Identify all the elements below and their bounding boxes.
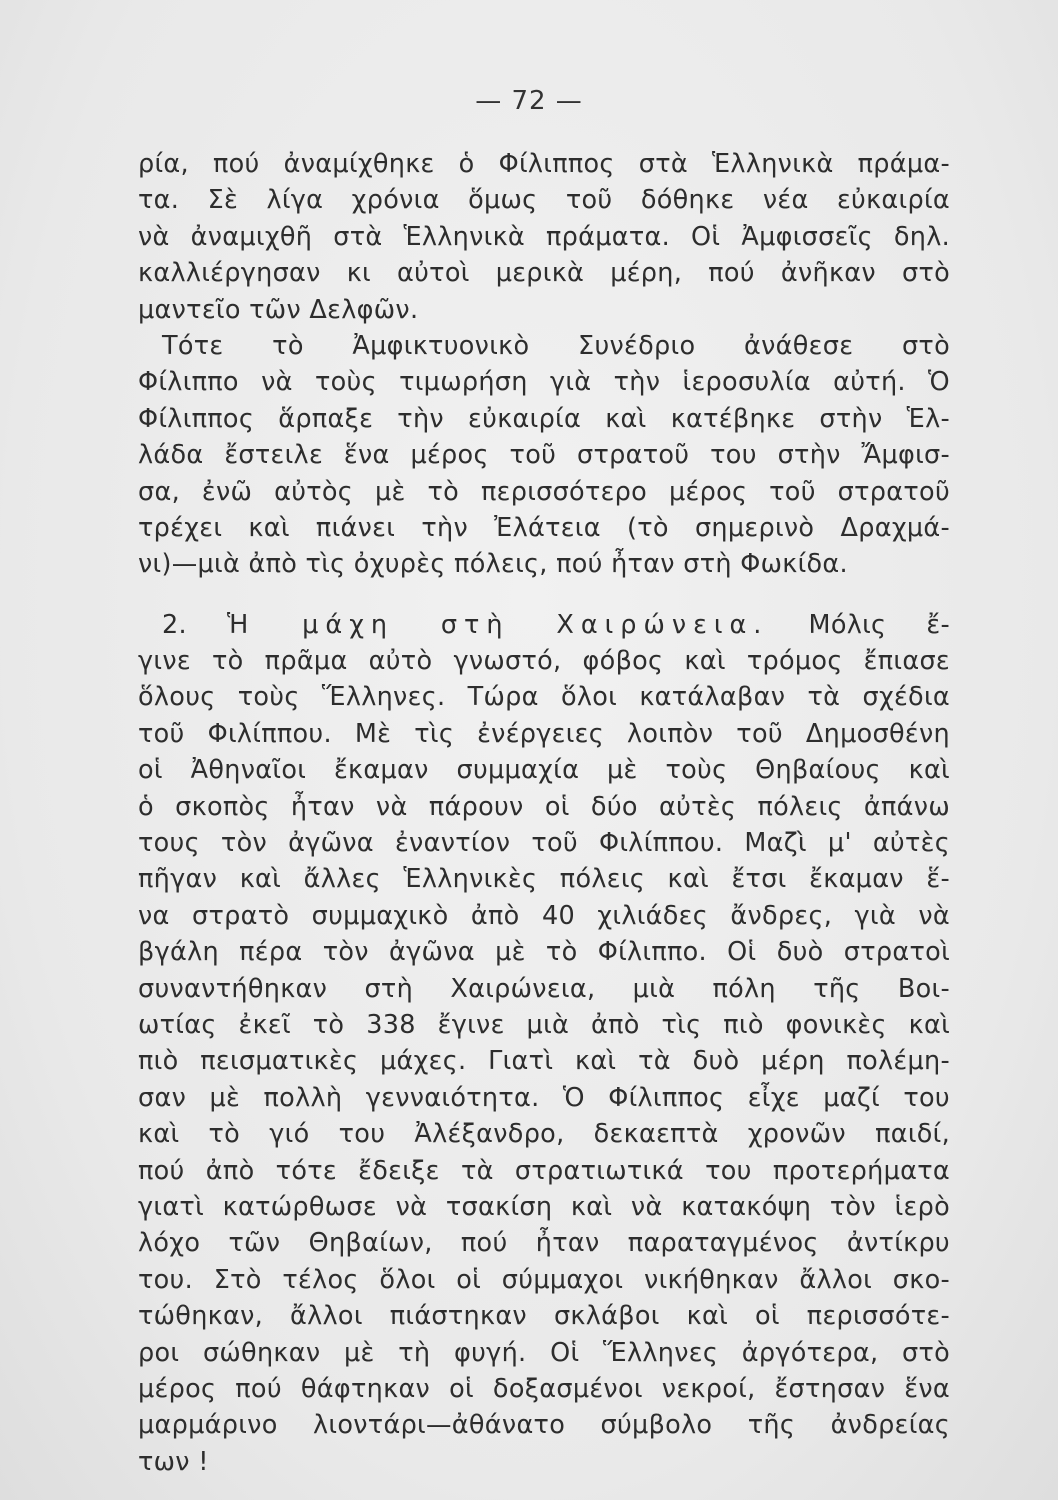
text-line: Φίλιππος ἅρπαξε τὴν εὐκαιρία καὶ κατέβηκε στὴν Ἑλ- — [138, 403, 950, 434]
text-line: πιὸ πεισματικὲς μάχες. Γιατὶ καὶ τὰ δυὸ μέρη πολέμη- — [138, 1046, 950, 1077]
text-line: τρέχει καὶ πιάνει τὴν Ἐλάτεια (τὸ σημερινὸ Δραχμά- — [138, 512, 950, 543]
text-line: Φίλιππο νὰ τοὺς τιμωρήση γιὰ τὴν ἱεροσυλία αὐτή. Ὁ — [138, 367, 950, 398]
text-line: καλλιέργησαν κι αὐτοὶ μερικὰ μέρη, πού ἀνῆκαν στὸ — [138, 258, 950, 289]
text-line: λάδα ἔστειλε ἕνα μέρος τοῦ στρατοῦ του στὴν Ἄμφισ- — [138, 440, 950, 471]
text-line: γιατὶ κατώρθωσε νὰ τσακίση καὶ νὰ κατακόψη τὸν ἱερὸ — [138, 1191, 950, 1222]
text-line: ρία, πού ἀναμίχθηκε ὁ Φίλιππος στὰ Ἑλληνικὰ πράμα- — [138, 149, 950, 179]
text-line: νι)—μιὰ ἀπὸ τὶς ὀχυρὲς πόλεις, πού ἦταν στὴ Φωκίδα. — [138, 549, 848, 580]
paragraph-gap — [138, 583, 950, 607]
text-line: νὰ ἀναμιχθῆ στὰ Ἑλληνικὰ πράματα. Οἱ Ἀμφισσεῖς δηλ. — [138, 221, 950, 252]
text-line: λόχο τῶν Θηβαίων, πού ἦταν παραταγμένος ἀντίκρυ — [138, 1228, 950, 1259]
text-line: μαντεῖο τῶν Δελφῶν. — [138, 294, 419, 325]
section-heading-line — [138, 607, 950, 643]
text-line: ὁ σκοπὸς ἦταν νὰ πάρουν οἱ δύο αὐτὲς πόλεις ἀπάνω — [138, 791, 950, 822]
section-title: Ἡ μάχη στὴ Χαιρώνεια. — [227, 609, 769, 640]
text-line: του. Στὸ τέλος ὅλοι οἱ σύμμαχοι νικήθηκαν ἄλλοι σκο- — [138, 1264, 950, 1295]
text-line: τώθηκαν, ἄλλοι πιάστηκαν σκλάβοι καὶ οἱ περισσότε- — [138, 1301, 950, 1332]
text-line: ροι σώθηκαν μὲ τὴ φυγή. Οἱ Ἕλληνες ἀργότερα, στὸ — [138, 1337, 950, 1368]
text-line: βγάλη πέρα τὸν ἀγῶνα μὲ τὸ Φίλιππο. Οἱ δυὸ στρατοὶ — [138, 937, 950, 968]
text-line: πῆγαν καὶ ἄλλες Ἑλληνικὲς πόλεις καὶ ἔτσι ἔκαμαν ἕ- — [138, 864, 950, 895]
text-line: Τότε τὸ Ἀμφικτυονικὸ Συνέδριο ἀνάθεσε στὸ — [162, 330, 950, 361]
text-line: τους τὸν ἀγῶνα ἐναντίον τοῦ Φιλίππου. Μαζὶ μ' αὐτὲς — [138, 828, 950, 859]
text-line: σα, ἐνῶ αὐτὸς μὲ τὸ περισσότερο μέρος τοῦ στρατοῦ — [138, 476, 950, 507]
text-line: τοῦ Φιλίππου. Μὲ τὶς ἐνέργειες λοιπὸν τοῦ Δημοσθένη — [138, 718, 950, 749]
text-line: καὶ τὸ γιό του Ἀλέξανδρο, δεκαεπτὰ χρονῶν παιδί, — [138, 1119, 950, 1150]
page-number: — 72 — — [475, 86, 583, 116]
text-line: των ! — [138, 1446, 209, 1477]
text-line: οἱ Ἀθηναῖοι ἔκαμαν συμμαχία μὲ τοὺς Θηβαίους καὶ — [138, 755, 950, 786]
text-line: πού ἀπὸ τότε ἔδειξε τὰ στρατιωτικά του προτερήματα — [138, 1155, 950, 1186]
text-line: μέρος πού θάφτηκαν οἱ δοξασμένοι νεκροί, ἔστησαν ἕνα — [138, 1373, 950, 1404]
text-line: συναντήθηκαν στὴ Χαιρώνεια, μιὰ πόλη τῆς Βοι- — [138, 973, 950, 1004]
section-number: 2. — [162, 609, 187, 640]
section-heading-continuation: Μόλις ἔ- — [808, 609, 950, 640]
text-line: ὅλους τοὺς Ἕλληνες. Τώρα ὅλοι κατάλαβαν τὰ σχέδια — [138, 682, 950, 713]
body-text — [138, 146, 950, 1480]
text-line: να στρατὸ συμμαχικὸ ἀπὸ 40 χιλιάδες ἄνδρες, γιὰ νὰ — [138, 900, 950, 931]
text-line: μαρμάρινο λιοντάρι—ἀθάνατο σύμβολο τῆς ἀνδρείας — [138, 1410, 950, 1441]
text-line: ωτίας ἐκεῖ τὸ 338 ἔγινε μιὰ ἀπὸ τὶς πιὸ φονικὲς καὶ — [138, 1009, 950, 1040]
text-line: τα. Σὲ λίγα χρόνια ὅμως τοῦ δόθηκε νέα εὐκαιρία — [138, 185, 950, 216]
text-line: σαν μὲ πολλὴ γενναιότητα. Ὁ Φίλιππος εἶχε μαζί του — [138, 1082, 950, 1113]
text-line: γινε τὸ πρᾶμα αὐτὸ γνωστό, φόβος καὶ τρόμος ἔπιασε — [138, 646, 950, 677]
